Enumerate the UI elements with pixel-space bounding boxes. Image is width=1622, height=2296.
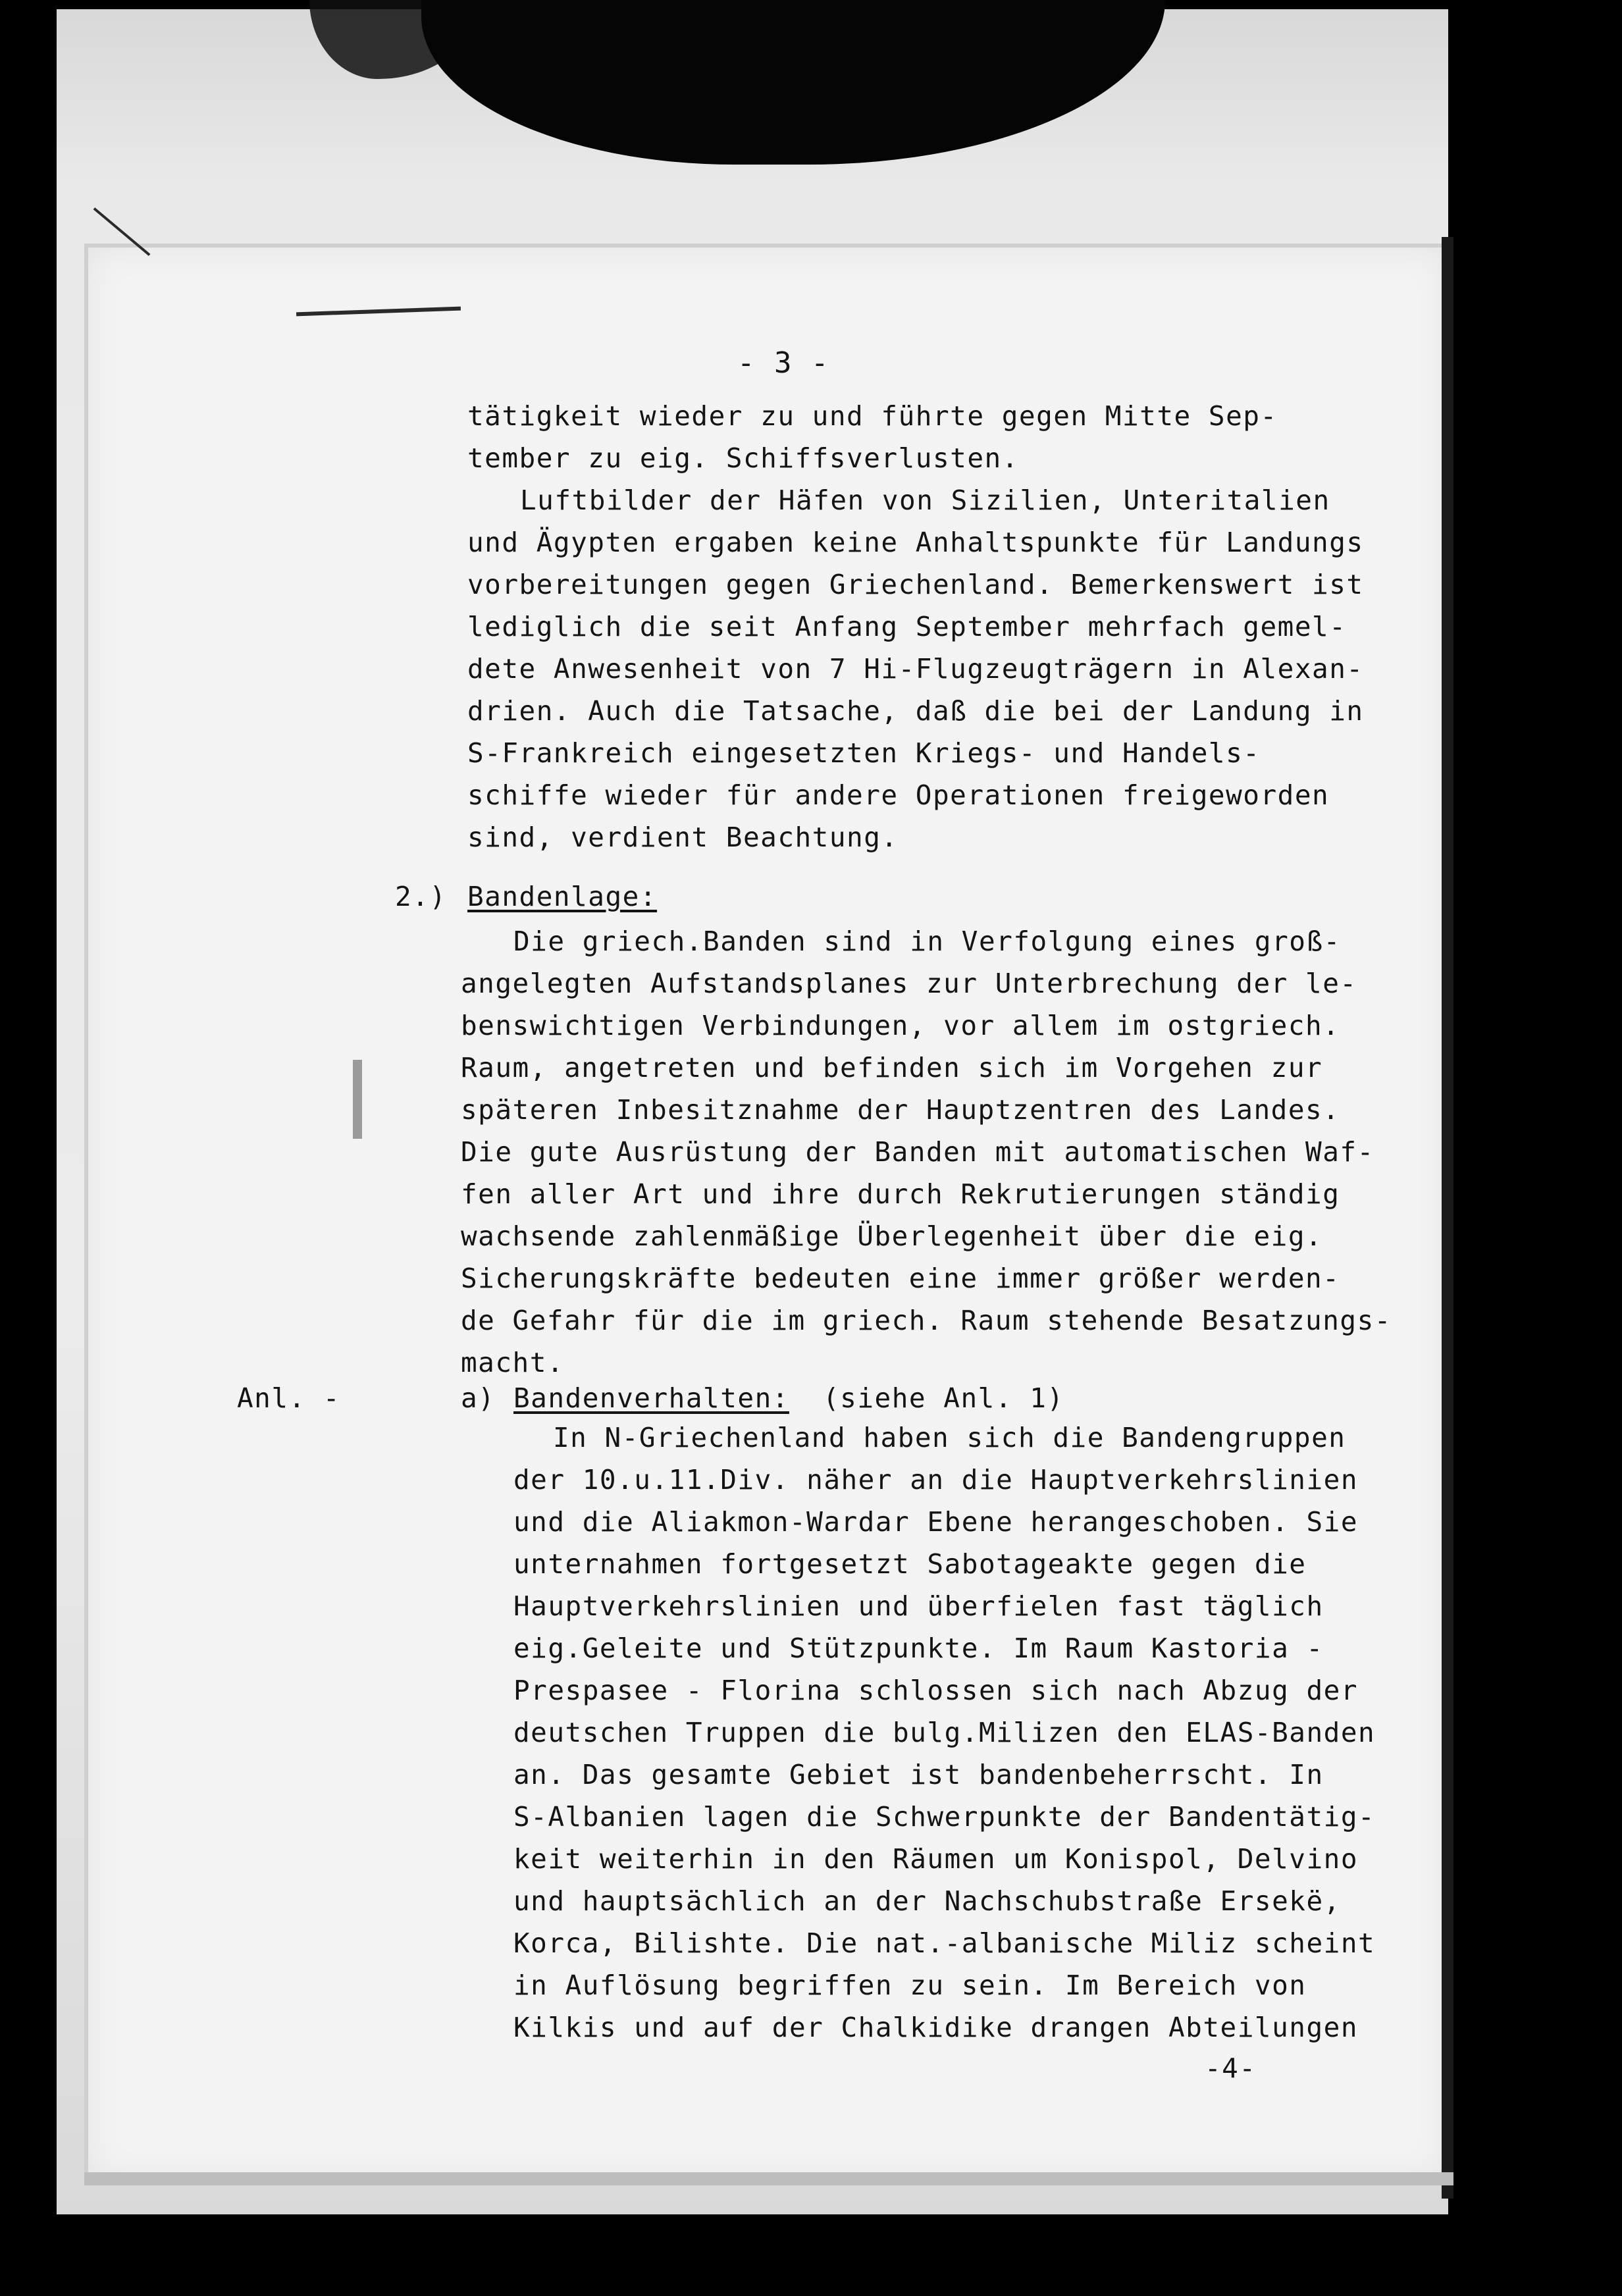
paragraph-line: und Ägypten ergaben keine Anhaltspunkte für Landungs (467, 527, 1364, 558)
next-page-marker: -4- (1205, 2052, 1257, 2084)
paragraph-line: Korca, Bilishte. Die nat.-albanische Miliz scheint (513, 1927, 1376, 1959)
paragraph-line: Die gute Ausrüstung der Banden mit automatischen Waf- (461, 1136, 1374, 1168)
paragraph-line: eig.Geleite und Stützpunkte. Im Raum Kastoria - (513, 1632, 1324, 1664)
margin-note: Anl. - (237, 1382, 341, 1414)
scratch-mark (353, 1060, 362, 1139)
section-heading: Bandenlage: (467, 881, 658, 912)
paragraph-line: Sicherungskräfte bedeuten eine immer größer werden- (461, 1263, 1340, 1294)
paragraph-line: Prespasee - Florina schlossen sich nach Abzug der (513, 1675, 1359, 1706)
paragraph-line: der 10.u.11.Div. näher an die Hauptverkehrslinien (513, 1464, 1359, 1496)
paragraph-line: tätigkeit wieder zu und führte gegen Mitte Sep- (467, 400, 1278, 432)
paragraph-line: keit weiterhin in den Räumen um Konispol, Delvino (513, 1843, 1359, 1875)
paragraph-line: Luftbilder der Häfen von Sizilien, Unteritalien (520, 484, 1330, 516)
subsection-reference: (siehe Anl. 1) (823, 1382, 1064, 1414)
paragraph-line: macht. (461, 1347, 565, 1378)
paragraph-line: dete Anwesenheit von 7 Hi-Flugzeugträgern in Alexan- (467, 653, 1364, 685)
paragraph-line: schiffe wieder für andere Operationen freigeworden (467, 779, 1330, 811)
paragraph-line: benswichtigen Verbindungen, vor allem im ostgriech. (461, 1010, 1340, 1041)
paragraph-line: S-Frankreich eingesetzten Kriegs- und Handels- (467, 737, 1261, 769)
paragraph-line: de Gefahr für die im griech. Raum stehende Besatzungs- (461, 1305, 1392, 1336)
page-number: - 3 - (737, 346, 829, 380)
paragraph-line: und hauptsächlich an der Nachschubstraße Ersekë, (513, 1885, 1341, 1917)
paragraph-line: sind, verdient Beachtung. (467, 822, 899, 853)
paragraph-line: drien. Auch die Tatsache, daß die bei der Landung in (467, 695, 1364, 727)
subsection-heading: Bandenverhalten: (513, 1382, 789, 1414)
paragraph-line: Die griech.Banden sind in Verfolgung eines groß- (513, 926, 1341, 957)
subsection-label: a) (461, 1382, 496, 1414)
paragraph-line: in Auflösung begriffen zu sein. Im Bereich von (513, 1970, 1307, 2001)
sheet-right-edge (1442, 237, 1453, 2199)
paragraph-line: wachsende zahlenmäßige Überlegenheit über die eig. (461, 1220, 1323, 1252)
paragraph-line: lediglich die seit Anfang September mehrfach gemel- (467, 611, 1347, 642)
paragraph-line: an. Das gesamte Gebiet ist bandenbeherrscht. In (513, 1759, 1324, 1790)
paragraph-line: vorbereitungen gegen Griechenland. Bemerkenswert ist (467, 569, 1364, 600)
paragraph-line: unternahmen fortgesetzt Sabotageakte gegen die (513, 1548, 1307, 1580)
paragraph-line: späteren Inbesitznahme der Hauptzentren des Landes. (461, 1094, 1340, 1126)
paragraph-line: S-Albanien lagen die Schwerpunkte der Bandentätig- (513, 1801, 1376, 1833)
paragraph-line: angelegten Aufstandsplanes zur Unterbrechung der le- (461, 968, 1357, 999)
paragraph-line: deutschen Truppen die bulg.Milizen den ELAS-Banden (513, 1717, 1376, 1748)
paragraph-line: Kilkis und auf der Chalkidike drangen Abteilungen (513, 2012, 1359, 2043)
paragraph-line: und die Aliakmon-Wardar Ebene herangeschoben. Sie (513, 1506, 1359, 1538)
sheet-bottom-edge (84, 2172, 1453, 2185)
paragraph-line: Raum, angetreten und befinden sich im Vorgehen zur (461, 1052, 1323, 1083)
paragraph-line: Hauptverkehrslinien und überfielen fast täglich (513, 1590, 1324, 1622)
paragraph-line: In N-Griechenland haben sich die Bandengruppen (553, 1422, 1346, 1453)
paragraph-line: fen aller Art und ihre durch Rekrutierungen ständig (461, 1178, 1340, 1210)
paragraph-line: tember zu eig. Schiffsverlusten. (467, 442, 1019, 474)
section-number: 2.) (395, 881, 447, 912)
